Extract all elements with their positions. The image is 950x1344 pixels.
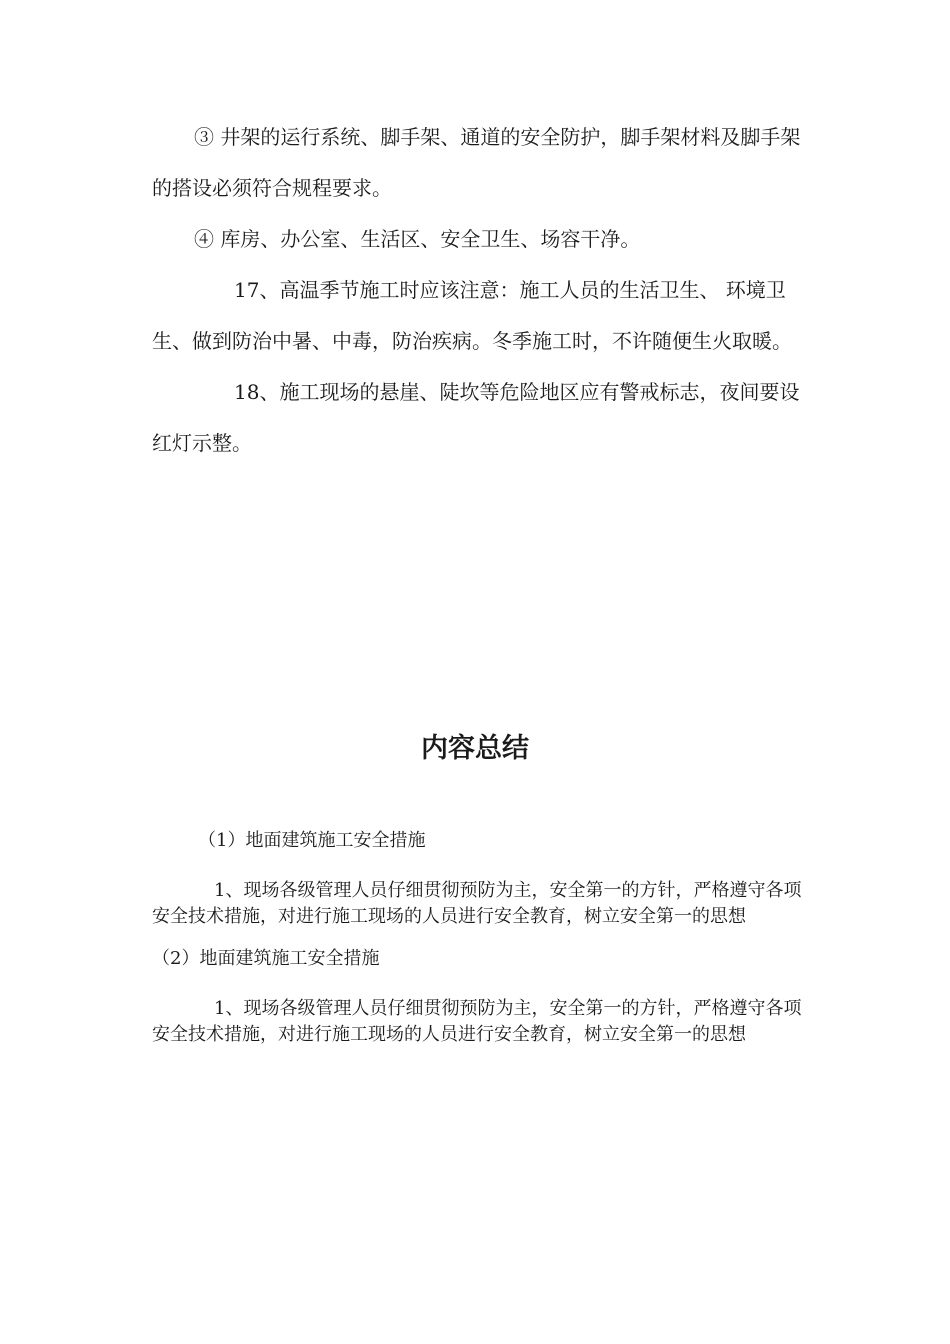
body-text	[152, 112, 802, 469]
summary-section-item: 1、现场各级管理人员仔细贯彻预防为主，安全第一的方针，严格遵守各项安全技术措施，对进行施工现场的人员进行安全教育，树立安全第一的思想	[152, 998, 802, 1045]
summary-section-1	[152, 828, 802, 930]
paragraph-item-4: ④ 库房、办公室、生活区、安全卫生、场容干净。	[194, 227, 641, 251]
summary-section-heading: （1）地面建筑施工安全措施	[198, 830, 426, 851]
summary-title: 内容总结	[421, 733, 529, 764]
paragraph-item-3: ③ 井架的运行系统、脚手架、通道的安全防护，脚手架材料及脚手架的搭设必须符合规程要求。	[152, 125, 801, 200]
summary-section-2	[152, 946, 802, 1048]
paragraph-17: 17、高温季节施工时应该注意：施工人员的生活卫生、 环境卫生、做到防治中暑、中毒，防治疾病。冬季施工时，不许随便生火取暖。	[152, 278, 792, 353]
summary-section-item: 1、现场各级管理人员仔细贯彻预防为主，安全第一的方针，严格遵守各项安全技术措施，对进行施工现场的人员进行安全教育，树立安全第一的思想	[152, 880, 802, 927]
paragraph-18: 18、施工现场的悬崖、陡坎等危险地区应有警戒标志，夜间要设红灯示整。	[152, 380, 800, 455]
summary-section-heading: （2）地面建筑施工安全措施	[152, 948, 380, 969]
